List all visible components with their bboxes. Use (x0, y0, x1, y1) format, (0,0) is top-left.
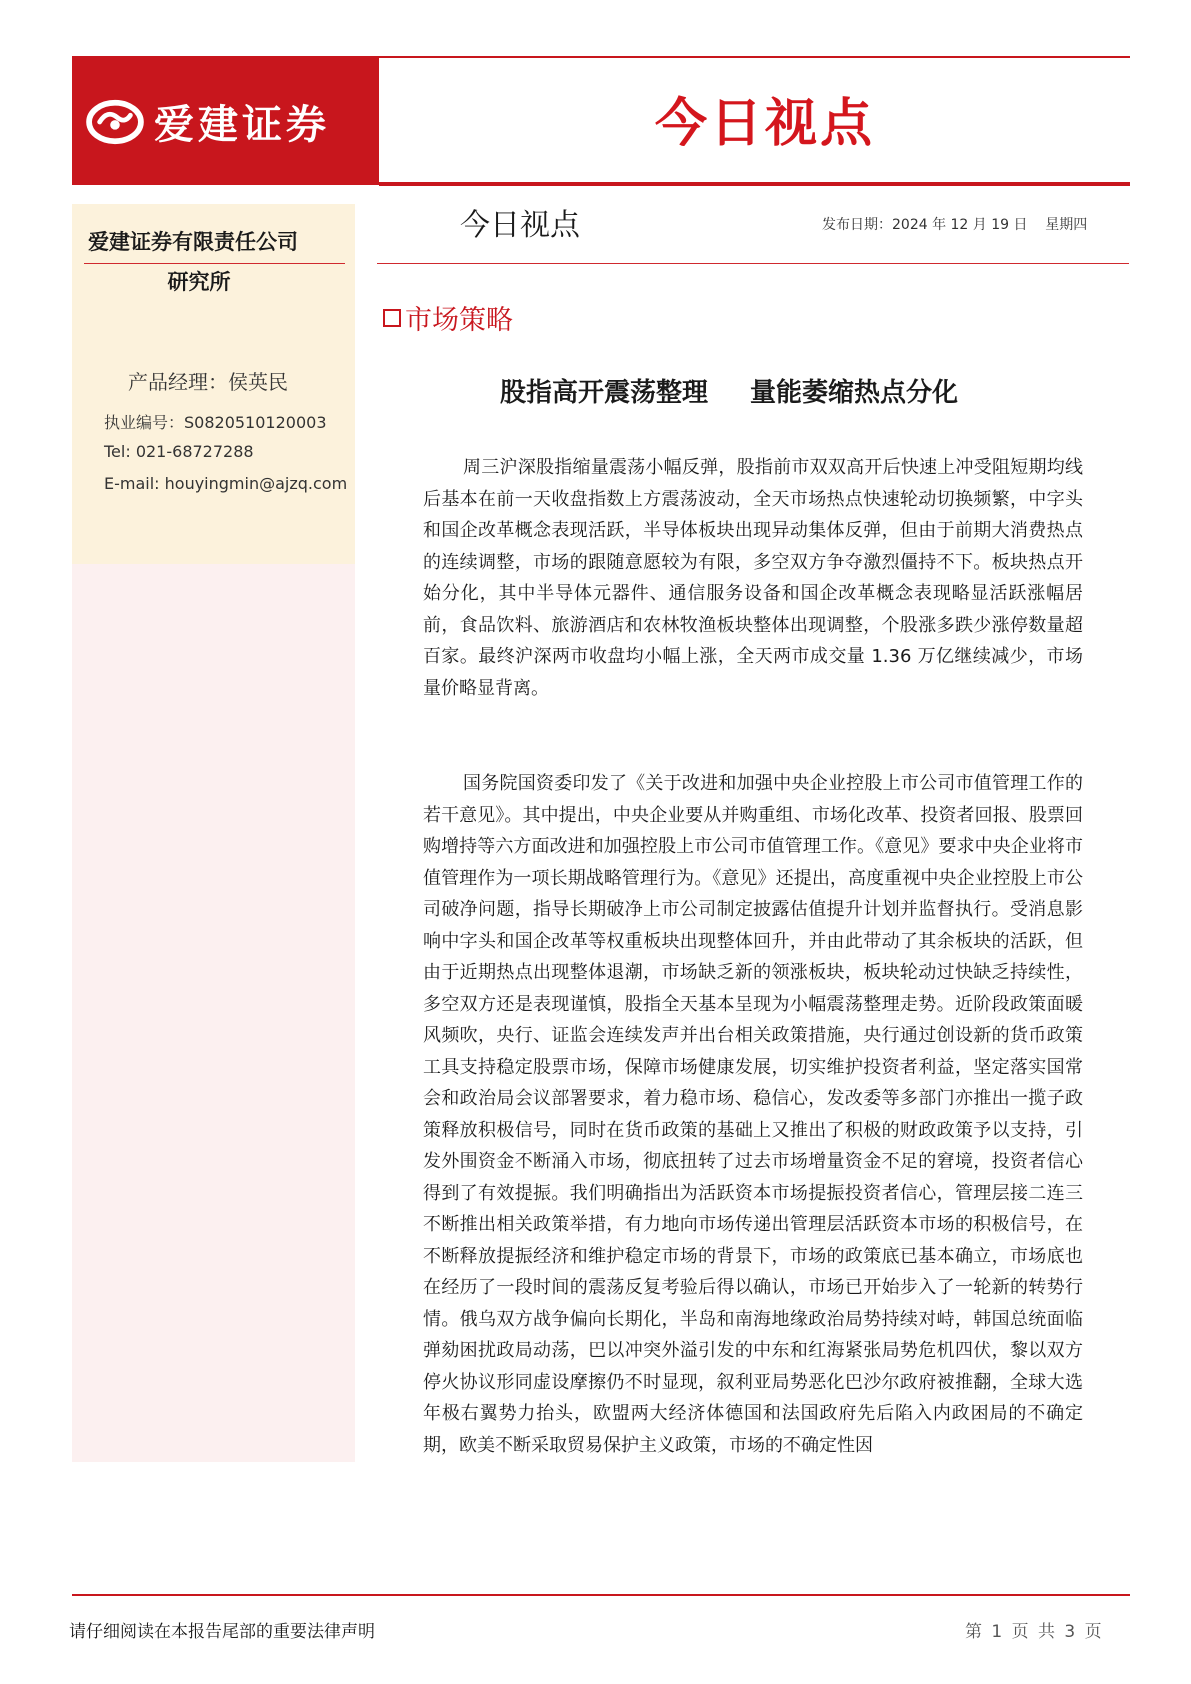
logo-text: 爱建证券 (154, 101, 330, 148)
sidebar (72, 204, 355, 1462)
sidebar-telephone: Tel: 021-68727288 (104, 442, 254, 461)
article-title-part1: 股指高开震荡整理 (500, 378, 709, 408)
main-title: 今日视点 (460, 208, 580, 243)
article-title (500, 372, 958, 409)
footer-rule (72, 1594, 1130, 1596)
header-title: 今日视点 (654, 94, 875, 154)
sidebar-product-manager: 产品经理：侯英民 (128, 370, 288, 394)
checkbox-square-icon (383, 309, 401, 327)
section-heading (383, 298, 513, 337)
sidebar-institute-name: 研究所 (167, 270, 231, 294)
sidebar-company-name: 爱建证券有限责任公司 (88, 230, 298, 254)
footer-page-number: 第 1 页 共 3 页 (965, 1622, 1104, 1642)
main-divider (377, 263, 1129, 264)
article-paragraph: 国务院国资委印发了《关于改进和加强中央企业控股上市公司市值管理工作的若干意见》。其中提出，中央企业要从并购重组、市场化改革、投资者回报、股票回购增持等六方面改进和加强控股上市公司市值管理工作。《意见》要求中央企业将市值管理作为一项长期战略管理行为。《意见》还提出，高度重视中央企业控股上市公司破净问题，指导长期破净上市公司制定披露估值提升计划并监督执行。受消息影响中字头和国企改革等权重板块出现整体回升，并由此带动了其余板块的活跃，但由于近期热点出现整体退潮，市场缺乏新的领涨板块，板块轮动过快缺乏持续性，多空双方还是表现谨慎，股指全天基本呈现为小幅震荡整理走势。近阶段政策面暖风频吹，央行、证监会连续发声并出台相关政策措施，央行通过创设新的货币政策工具支持稳定股票市场，保障市场健康发展，切实维护投资者利益，坚定落实国常会和政治局会议部署要求，着力稳市场、稳信心，发改委等多部门亦推出一揽子政策释放积极信号，同时在货币政策的基础上又推出了积极的财政政策予以支持，引发外围资金不断涌入市场，彻底扭转了过去市场增量资金不足的窘境，投资者信心得到了有效提振。我们明确指出为活跃资本市场提振投资者信心，管理层接二连三不断推出相关政策举措，有力地向市场传递出管理层活跃资本市场的积极信号，在不断释放提振经济和维护稳定市场的背景下，市场的政策底已基本确立，市场底也在经历了一段时间的震荡反复考验后得以确认，市场已开始步入了一轮新的转势行情。俄乌双方战争偏向长期化，半岛和南海地缘政治局势持续对峙，韩国总统面临弹劾困扰政局动荡，巴以冲突外溢引发的中东和红海紧张局势危机四伏，黎以双方停火协议形同虚设摩擦仍不时显现，叙利亚局势恶化巴沙尔政府被推翻，全球大选年极右翼势力抬头，欧盟两大经济体德国和法国政府先后陷入内政困局的不确定期，欧美不断采取贸易保护主义政策，市场的不确定性因 (423, 773, 1083, 1456)
footer-disclaimer: 请仔细阅读在本报告尾部的重要法律声明 (69, 1622, 375, 1642)
header-bottom-rule (379, 182, 1130, 186)
section-label: 市场策略 (405, 305, 513, 336)
article-title-part2: 量能萎缩热点分化 (750, 378, 959, 408)
sidebar-info-panel (72, 204, 355, 564)
sidebar-email[interactable]: E-mail: houyingmin@ajzq.com (104, 474, 348, 493)
header-logo-panel (72, 58, 379, 185)
article-paragraph: 周三沪深股指缩量震荡小幅反弹，股指前市双双高开后快速上冲受阻短期均线后基本在前一天收盘指数上方震荡波动，全天市场热点快速轮动切换频繁，中字头和国企改革概念表现活跃，半导体板块出现异动集体反弹，但由于前期大消费热点的连续调整，市场的跟随意愿较为有限，多空双方争夺激烈僵持不下。板块热点开始分化，其中半导体元器件、通信服务设备和国企改革概念表现略显活跃涨幅居前，食品饮料、旅游酒店和农林牧渔板块整体出现调整，个股涨多跌少涨停数量超百家。最终沪深两市收盘均小幅上涨，全天两市成交量 1.36 万亿继续减少，市场量价略显背离。 (423, 457, 1083, 699)
sidebar-license-number: 执业编号：S0820510120003 (104, 413, 327, 432)
aijian-logo-icon (86, 98, 144, 146)
publish-date: 发布日期：2024 年 12 月 19 日 星期四 (822, 217, 1088, 233)
sidebar-divider (84, 263, 345, 264)
